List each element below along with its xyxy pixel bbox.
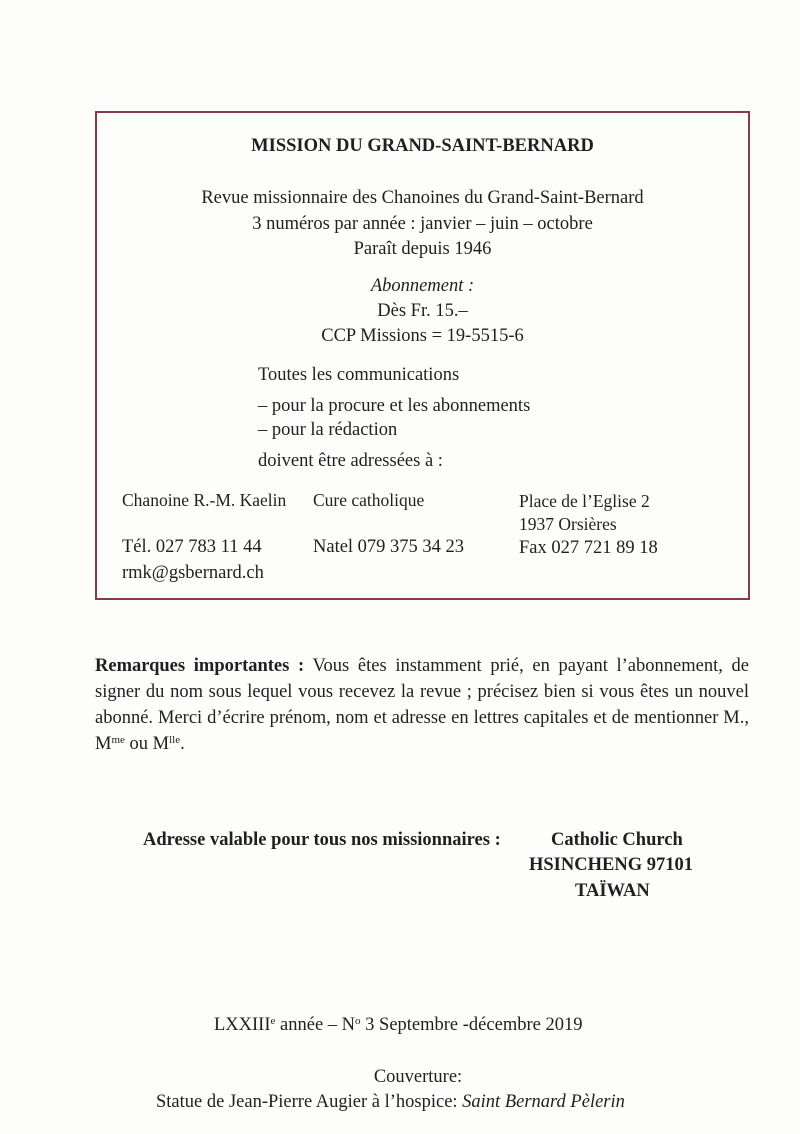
communications-item: – pour la procure et les abonnements: [258, 396, 531, 416]
contact-parish: Cure catholique: [313, 490, 425, 510]
issue-year: LXXIII: [214, 1015, 271, 1035]
contact-name: Chanoine R.-M. Kaelin: [122, 490, 287, 510]
address-line: HSINCHENG 97101: [529, 855, 693, 875]
remarks-label: Remarques importantes :: [95, 656, 305, 676]
issue-info: [214, 1015, 582, 1036]
info-box: [95, 111, 750, 600]
important-remarks: [95, 653, 749, 757]
address-line: TAÏWAN: [575, 881, 650, 901]
communications-outro: doivent être adressées à :: [258, 451, 443, 471]
remarks-sup: lle: [169, 734, 181, 746]
cover-title: Saint Bernard Pèlerin: [462, 1092, 625, 1112]
communications-item: – pour la rédaction: [258, 420, 398, 440]
remarks-text: .: [180, 734, 185, 754]
contact-email: rmk@gsbernard.ch: [122, 563, 264, 583]
subtitle: Revue missionnaire des Chanoines du Grand-Saint-Bernard: [201, 188, 644, 208]
issue-text: année – N: [275, 1015, 356, 1035]
publishing-since: Paraît depuis 1946: [353, 239, 492, 259]
issues-per-year: 3 numéros par année : janvier – juin – octobre: [252, 214, 593, 234]
remarks-sup: me: [111, 734, 125, 746]
cover-caption: [156, 1092, 625, 1113]
ccp-account: CCP Missions = 19-5515-6: [321, 326, 524, 346]
cover-label: Couverture:: [373, 1067, 463, 1087]
subscription-price: Dès Fr. 15.–: [377, 301, 468, 321]
address-label: Adresse valable pour tous nos missionnaires :: [143, 830, 501, 850]
subscription-label: Abonnement :: [370, 276, 475, 296]
issue-sup: e: [270, 1015, 276, 1027]
issue-sup: o: [355, 1015, 361, 1027]
contact-city: 1937 Orsières: [519, 514, 617, 534]
issue-text: 3 Septembre -décembre 2019: [360, 1015, 583, 1035]
remarks-text: Vous êtes instamment prié, en payant l’abonnement, de signer du nom sous lequel vous recevez la revue ; précisez bien si vous êtes un nouvel abonné. Merci d’écrire prénom, nom et adresse en lettres capitales et de mentionner M., M: [95, 656, 749, 754]
communications-intro: Toutes les communications: [258, 365, 460, 385]
address-line: Catholic Church: [551, 830, 683, 850]
contact-mobile: Natel 079 375 34 23: [313, 537, 465, 557]
magazine-title: MISSION DU GRAND-SAINT-BERNARD: [251, 136, 594, 156]
contact-street: Place de l’Eglise 2: [519, 491, 650, 511]
contact-phone: Tél. 027 783 11 44: [122, 537, 262, 557]
remarks-text: ou M: [124, 734, 170, 754]
contact-fax: Fax 027 721 89 18: [519, 538, 658, 558]
cover-text: Statue de Jean-Pierre Augier à l’hospice:: [156, 1092, 463, 1112]
